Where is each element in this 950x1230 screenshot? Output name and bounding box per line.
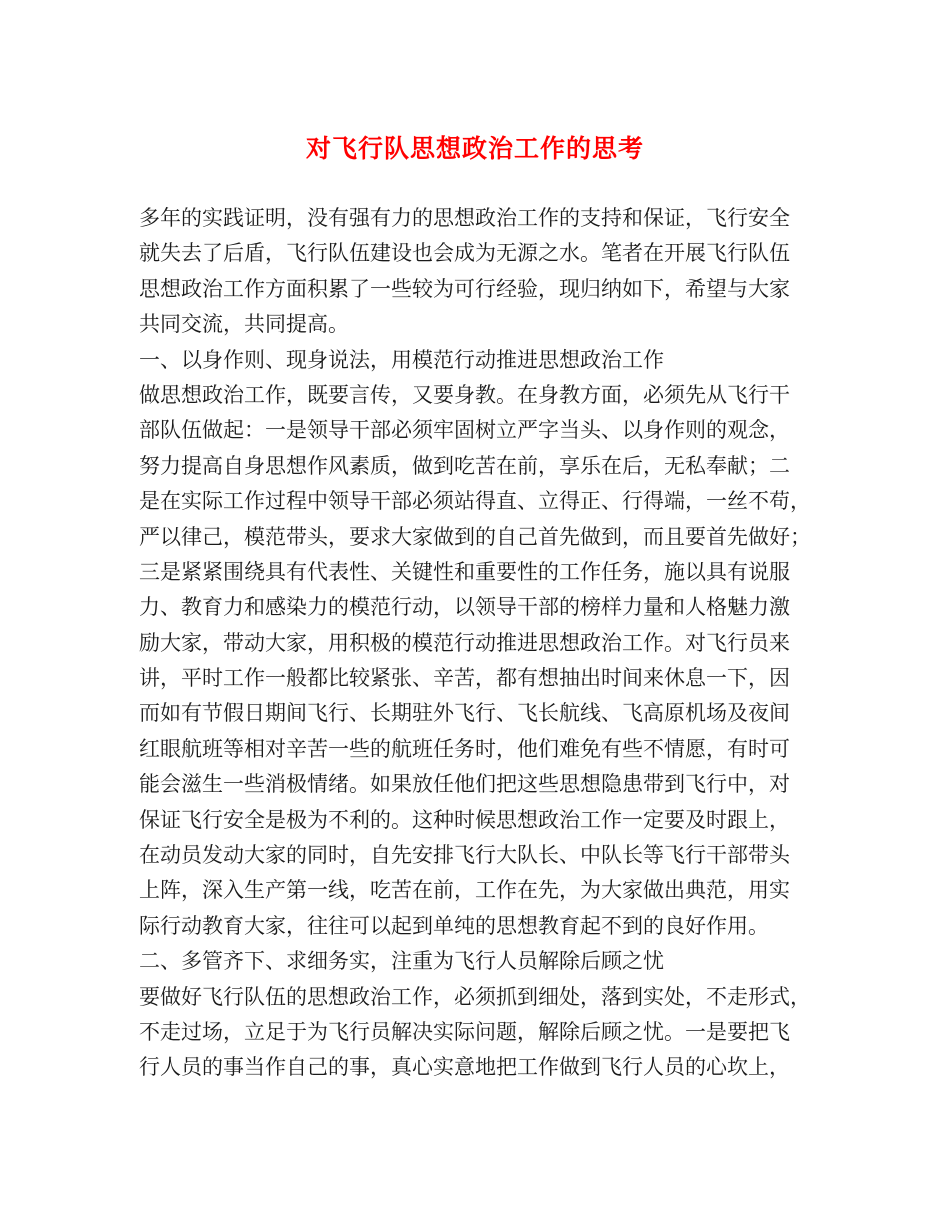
body-line: 就失去了后盾，飞行队伍建设也会成为无源之水。笔者在开展飞行队伍 — [139, 241, 790, 266]
body-line: 努力提高自身思想作风素质，做到吃苦在前，享乐在后，无私奉献；二 — [139, 453, 790, 478]
body-line: 一、以身作则、现身说法，用模范行动推进思想政治工作 — [139, 347, 664, 372]
body-line: 保证飞行安全是极为不利的。这种时候思想政治工作一定要及时跟上， — [139, 807, 790, 832]
body-line: 力、教育力和感染力的模范行动，以领导干部的榜样力量和人格魅力激 — [139, 595, 790, 620]
body-line: 是在实际工作过程中领导干部必须站得直、立得正、行得端，一丝不苟， — [139, 489, 811, 514]
document-title: 对飞行队思想政治工作的思考 — [305, 134, 644, 163]
body-line: 上阵，深入生产第一线，吃苦在前，工作在先，为大家做出典范，用实 — [139, 878, 790, 903]
body-line: 做思想政治工作，既要言传，又要身教。在身教方面，必须先从飞行干 — [139, 382, 790, 407]
body-line: 部队伍做起：一是领导干部必须牢固树立严字当头、以身作则的观念， — [139, 418, 790, 443]
body-line: 多年的实践证明，没有强有力的思想政治工作的支持和保证，飞行安全 — [139, 206, 790, 230]
body-line: 三是紧紧围绕具有代表性、关键性和重要性的工作任务，施以具有说服 — [139, 559, 790, 584]
body-line: 思想政治工作方面积累了一些较为可行经验，现归纳如下，希望与大家 — [139, 276, 790, 301]
body-line: 在动员发动大家的同时，自先安排飞行大队长、中队长等飞行干部带头 — [139, 843, 790, 868]
body-line: 二、多管齐下、求细务实，注重为飞行人员解除后顾之忧 — [139, 949, 664, 974]
body-line: 讲，平时工作一般都比较紧张、辛苦，都有想抽出时间来休息一下，因 — [139, 666, 790, 691]
body-line: 共同交流，共同提高。 — [139, 312, 349, 337]
body-line: 不走过场，立足于为飞行员解决实际问题，解除后顾之忧。一是要把飞 — [139, 1019, 790, 1044]
body-line: 严以律己，模范带头，要求大家做到的自己首先做到，而且要首先做好； — [139, 524, 811, 549]
body-line: 要做好飞行队伍的思想政治工作，必须抓到细处，落到实处，不走形式， — [139, 984, 811, 1009]
body-line: 际行动教育大家，往往可以起到单纯的思想教育起不到的良好作用。 — [139, 913, 769, 938]
body-line: 励大家，带动大家，用积极的模范行动推进思想政治工作。对飞行员来 — [139, 630, 790, 655]
body-line: 行人员的事当作自己的事，真心实意地把工作做到飞行人员的心坎上， — [139, 1055, 790, 1080]
document-body — [139, 201, 829, 1086]
body-line: 红眼航班等相对辛苦一些的航班任务时，他们难免有些不情愿，有时可 — [139, 736, 790, 761]
body-line: 能会滋生一些消极情绪。如果放任他们把这些思想隐患带到飞行中，对 — [139, 772, 790, 797]
body-line: 而如有节假日期间飞行、长期驻外飞行、飞长航线、飞高原机场及夜间 — [139, 701, 790, 726]
